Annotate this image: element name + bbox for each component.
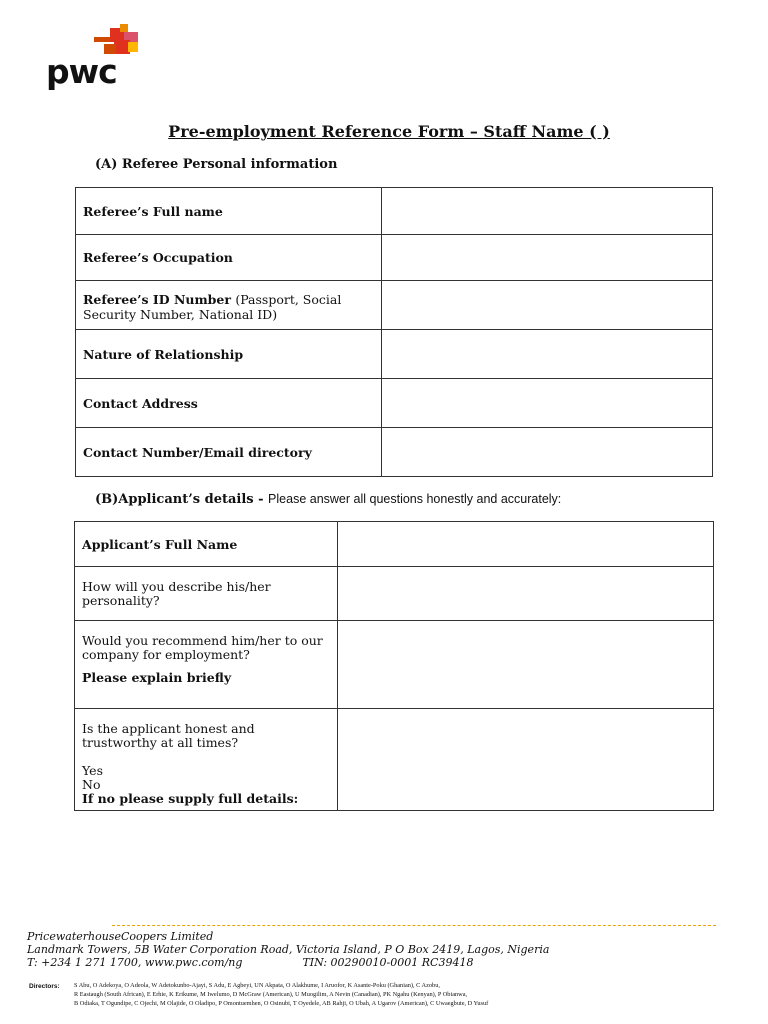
footer-company-name: PricewaterhouseCoopers Limited — [27, 930, 214, 943]
applicant-details-table — [74, 521, 714, 811]
referee-full-name-field[interactable] — [382, 188, 713, 235]
referee-occupation-field[interactable] — [382, 235, 713, 281]
directors-line: S Abu, O Adekoya, O Adeola, W Adetokunbo-Ajayi, S Adu, E Agbeyi, UN Akpata, O Alakhume, I Aruofor, K Asante-Poku (Ghanian), C Azobu, — [74, 982, 440, 989]
directors-line: B Odiaka, T Ogundipe, C Ojechi, M Olajide, O Oladipo, P Omontuemhen, O Osinubi, T Oyedele, AB Rahji, O Ubah, A Ugarov (American), C Uwaegbute, D Yusuf — [74, 1000, 489, 1007]
table-row — [75, 621, 714, 709]
logo-mark-block — [120, 24, 128, 32]
personality-answer-field[interactable] — [338, 567, 714, 621]
footer-address: Landmark Towers, 5B Water Corporation Road, Victoria Island, P O Box 2419, Lagos, Nigeria — [27, 943, 550, 956]
referee-occupation-label: Referee’s Occupation — [76, 235, 382, 281]
recommend-explain-prompt: Please explain briefly — [82, 670, 232, 685]
section-b-heading-bold: (B)Applicant’s details - — [95, 492, 264, 507]
pwc-logo — [44, 24, 144, 98]
table-row — [76, 281, 713, 330]
footer-contact-line — [27, 956, 549, 969]
section-a-heading: (A) Referee Personal information — [95, 157, 338, 172]
contact-number-email-label: Contact Number/Email directory — [76, 428, 382, 477]
referee-id-number-cell — [76, 281, 382, 330]
applicant-full-name-label: Applicant’s Full Name — [75, 522, 338, 567]
referee-id-number-label: Referee’s ID Number — [83, 292, 231, 307]
contact-address-label: Contact Address — [76, 379, 382, 428]
applicant-full-name-field[interactable] — [338, 522, 714, 567]
directors-label: Directors: — [29, 983, 60, 990]
contact-number-email-field[interactable] — [382, 428, 713, 477]
form-title: Pre-employment Reference Form – Staff Name ( ) — [168, 122, 610, 141]
table-row — [75, 522, 714, 567]
honesty-question: Is the applicant honest and trustworthy at all times? — [82, 721, 255, 750]
referee-full-name-label: Referee’s Full name — [76, 188, 382, 235]
table-row — [76, 330, 713, 379]
table-row — [76, 188, 713, 235]
table-row — [76, 235, 713, 281]
footer-divider — [112, 925, 716, 926]
table-row — [75, 567, 714, 621]
honesty-answer-field[interactable] — [338, 709, 714, 811]
table-row — [76, 428, 713, 477]
section-b-heading-instruction: Please answer all questions honestly and accurately: — [268, 492, 562, 506]
honesty-question-cell — [75, 709, 338, 811]
table-row — [76, 379, 713, 428]
table-row — [75, 709, 714, 811]
footer-address-block — [27, 930, 549, 969]
footer-tin: TIN: 00290010-0001 RC39418 — [302, 956, 474, 969]
contact-address-field[interactable] — [382, 379, 713, 428]
directors-line: R Eastaugh (South African), E Erhie, K Erikume, M Iwelumo, D McGraw (American), U Muogilim, A Nevin (Canadian), PK Ngahu (Kenyan), P Obianwa, — [74, 991, 468, 998]
referee-info-table — [75, 187, 713, 477]
logo-wordmark: pwc — [46, 52, 117, 91]
directors-list — [74, 981, 734, 1008]
nature-of-relationship-label: Nature of Relationship — [76, 330, 382, 379]
personality-question: How will you describe his/her personality? — [75, 567, 338, 621]
recommend-answer-field[interactable] — [338, 621, 714, 709]
referee-id-number-note: (Passport, Social Security Number, National ID) — [83, 292, 342, 322]
honesty-details-prompt: If no please supply full details: — [82, 791, 299, 806]
referee-id-number-field[interactable] — [382, 281, 713, 330]
honesty-option-yes[interactable]: Yes — [82, 763, 103, 778]
logo-mark-block — [128, 42, 138, 52]
section-b-heading — [95, 492, 561, 507]
recommend-question-cell — [75, 621, 338, 709]
footer-contact: T: +234 1 271 1700, www.pwc.com/ng — [27, 956, 243, 969]
honesty-option-no[interactable]: No — [82, 777, 101, 792]
recommend-question: Would you recommend him/her to our company for employment? — [82, 633, 323, 662]
nature-of-relationship-field[interactable] — [382, 330, 713, 379]
